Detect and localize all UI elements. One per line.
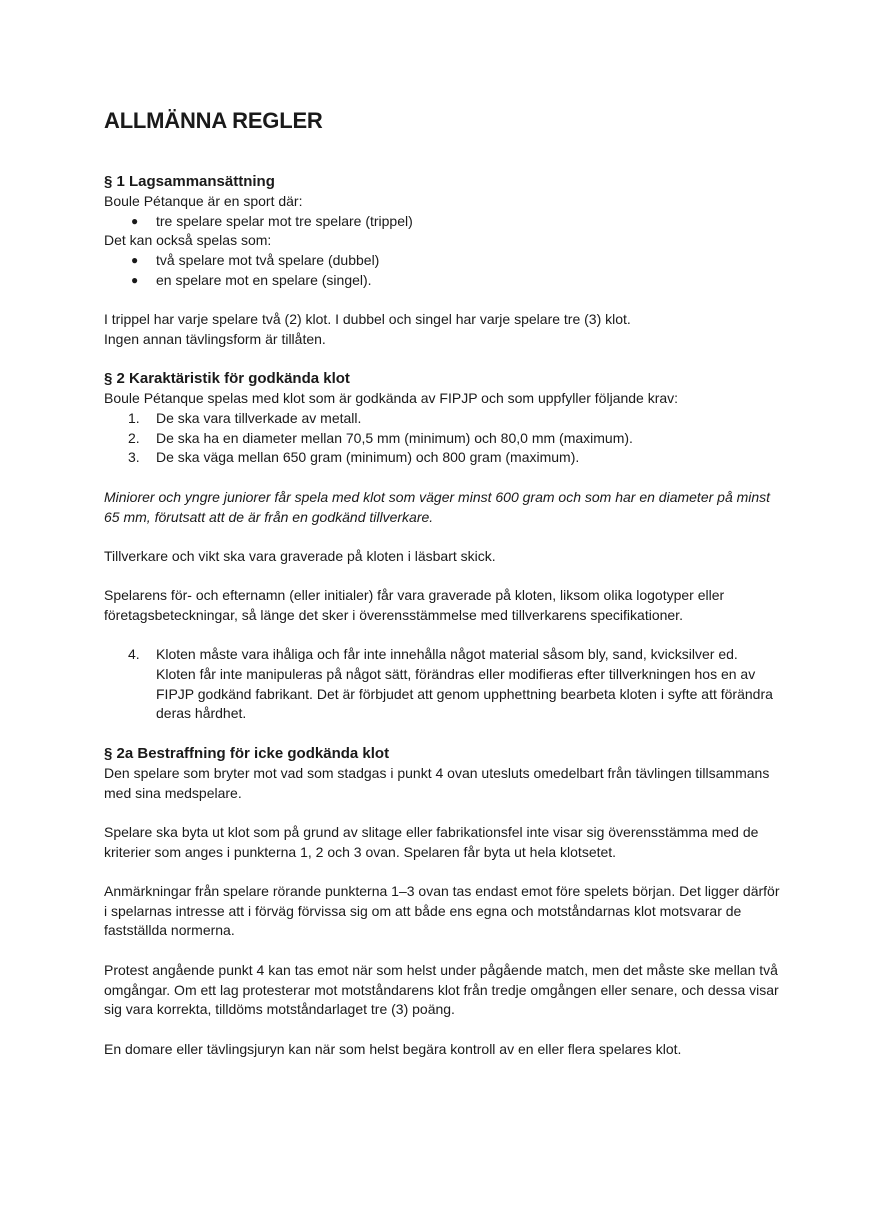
section-2a-heading: § 2a Bestraffning för icke godkända klot bbox=[104, 744, 390, 762]
section-1-heading: § 1 Lagsammansättning bbox=[104, 173, 275, 190]
section-2-heading: § 2 Karaktäristik för godkända klot bbox=[104, 370, 350, 388]
section-1 bbox=[104, 172, 780, 369]
list-item: 2. De ska ha en diameter mellan 70,5 mm (minimum) och 80,0 mm (maximum). bbox=[128, 429, 633, 446]
requirements-list bbox=[104, 409, 780, 468]
format-list-primary bbox=[104, 212, 780, 232]
list-item: 4. Kloten måste vara ihåliga och får inte innehålla något material såsom bly, sand, kvicksilver ed. Kloten får inte manipuleras på något sätt, förändras eller modifieras efter tillverkningen hos en av FIPJP godkänd fabrikant. Det är förbjudet att genom upphettning bearbeta kloten i syfte att förändra deras hårdhet. bbox=[128, 646, 773, 722]
section-2a-paragraph: Spelare ska byta ut klot som på grund av slitage eller fabrikationsfel inte visar sig överensstämma med de kriterier som anges i punkterna 1, 2 och 3 ovan. Spelaren får byta ut hela klotsetet. bbox=[104, 823, 759, 860]
section-2-paragraph: Tillverkare och vikt ska vara graverade på kloten i läsbart skick. bbox=[104, 547, 496, 564]
section-2a bbox=[104, 744, 780, 1059]
section-2a-paragraph: Anmärkningar från spelare rörande punkterna 1–3 ovan tas endast emot före spelets början. Det ligger därför i spelarnas intresse att i förväg förvissa sig om att både ens egna och motståndarnas klot motsvarar de fastställda normerna. bbox=[104, 883, 780, 939]
section-1-intro: Boule Pétanque är en sport där: bbox=[104, 193, 303, 209]
section-2 bbox=[104, 369, 780, 744]
section-2-paragraph: Spelarens för- och efternamn (eller initialer) får vara graverade på kloten, liksom olika logotyper eller företagsbeteckningar, så länge det sker i överensstämmelse med tillverkarens specifikationer. bbox=[104, 587, 725, 623]
list-item: 1. De ska vara tillverkade av metall. bbox=[128, 410, 362, 426]
bullet-icon: ● bbox=[131, 213, 139, 228]
section-2a-paragraph: Den spelare som bryter mot vad som stadgas i punkt 4 ovan utesluts omedelbart från tävlingen tillsammans med sina medspelare. bbox=[104, 764, 770, 801]
format-list-secondary bbox=[104, 251, 780, 290]
requirements-list-continued bbox=[104, 645, 780, 724]
bullet-icon: ● bbox=[131, 272, 139, 287]
section-2a-paragraph: Protest angående punkt 4 kan tas emot när som helst under pågående match, men det måste ske mellan två omgångar. Om ett lag protesterar mot motståndarens klot från tredje omgången eller senare, och dessa visar sig vara korrekta, tilldöms motståndarlaget tre (3) poäng. bbox=[104, 961, 779, 1018]
list-item: ● en spelare mot en spelare (singel). bbox=[104, 271, 780, 291]
junior-exception-note: Miniorer och yngre juniorer får spela med klot som väger minst 600 gram och som har en diameter på minst 65 mm, förutsatt att de är från en godkänd tillverkare. bbox=[104, 488, 771, 525]
list-item: 3. De ska väga mellan 650 gram (minimum) och 800 gram (maximum). bbox=[128, 449, 580, 466]
list-item: ● tre spelare spelar mot tre spelare (trippel) bbox=[104, 212, 780, 232]
section-1-paragraph: I trippel har varje spelare två (2) klot. I dubbel och singel har varje spelare tre (3) klot. bbox=[104, 311, 631, 328]
bullet-icon: ● bbox=[131, 253, 139, 268]
section-1-also: Det kan också spelas som: bbox=[104, 232, 272, 249]
list-item: ● två spelare mot två spelare (dubbel) bbox=[104, 251, 780, 271]
document-body bbox=[104, 106, 780, 1059]
section-2a-paragraph: En domare eller tävlingsjuryn kan när som helst begära kontroll av en eller flera spelares klot. bbox=[104, 1040, 682, 1057]
section-2-intro: Boule Pétanque spelas med klot som är godkända av FIPJP och som uppfyller följande krav: bbox=[104, 390, 679, 407]
section-1-paragraph: Ingen annan tävlingsform är tillåten. bbox=[104, 330, 326, 347]
document-title: ALLMÄNNA REGLER bbox=[104, 108, 323, 133]
